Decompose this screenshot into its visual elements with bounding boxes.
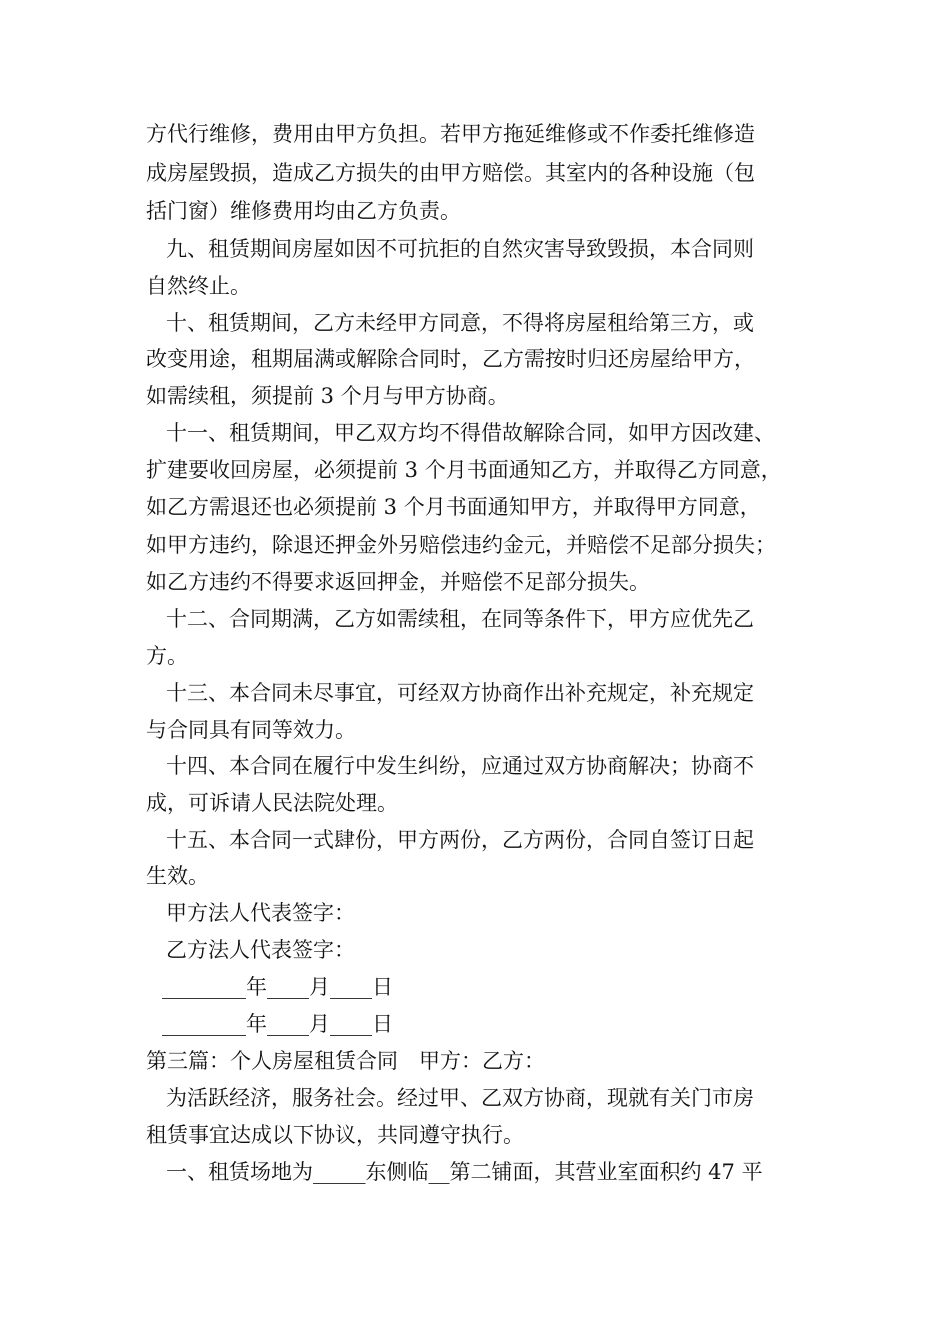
clause-13: 十三、本合同未尽事宜，可经双方协商作出补充规定，补充规定: [166, 681, 754, 705]
text-line: 如需续租，须提前 3 个月与甲方协商。: [146, 384, 509, 408]
text-line: 方。: [146, 644, 188, 668]
clause-15: 十五、本合同一式肆份，甲方两份，乙方两份，合同自签订日起: [166, 828, 754, 852]
clause-12: 十二、合同期满，乙方如需续租，在同等条件下，甲方应优先乙: [166, 607, 754, 631]
date-line: ________年____月____日: [162, 1012, 393, 1036]
text-line: 成房屋毁损，造成乙方损失的由甲方赔偿。其室内的各种设施（包: [146, 161, 755, 185]
clause-14: 十四、本合同在履行中发生纠纷，应通过双方协商解决；协商不: [166, 754, 754, 778]
text-line: 成，可诉请人民法院处理。: [146, 791, 398, 815]
text-line: 租赁事宜达成以下协议，共同遵守执行。: [146, 1123, 524, 1147]
date-line: ________年____月____日: [162, 975, 393, 999]
text-line: 改变用途，租期届满或解除合同时，乙方需按时归还房屋给甲方，: [146, 347, 755, 371]
text-line: 扩建要收回房屋，必须提前 3 个月书面通知乙方，并取得乙方同意，: [146, 458, 782, 482]
party-a-signature-label: 甲方法人代表签字：: [166, 901, 355, 925]
text-line: 生效。: [146, 864, 209, 888]
text-line: 如甲方违约，除退还押金外另赔偿违约金元，并赔偿不足部分损失；: [146, 533, 776, 557]
text-line: 括门窗）维修费用均由乙方负责。: [146, 199, 461, 223]
clause-11: 十一、租赁期间，甲乙双方均不得借故解除合同，如甲方因改建、: [166, 421, 775, 445]
text-line: 与合同具有同等效力。: [146, 718, 356, 742]
party-b-signature-label: 乙方法人代表签字：: [166, 938, 355, 962]
section-heading: 第三篇：个人房屋租赁合同 甲方：乙方：: [146, 1049, 545, 1073]
text-line: 方代行维修，费用由甲方负担。若甲方拖延维修或不作委托维修造: [146, 122, 755, 146]
clause-1: 一、租赁场地为_____东侧临__第二铺面，其营业室面积约 47 平: [166, 1160, 763, 1184]
text-line: 为活跃经济，服务社会。经过甲、乙双方协商，现就有关门市房: [166, 1086, 754, 1110]
clause-9: 九、租赁期间房屋如因不可抗拒的自然灾害导致毁损，本合同则: [166, 237, 754, 261]
text-line: 自然终止。: [146, 274, 251, 298]
text-line: 如乙方违约不得要求返回押金，并赔偿不足部分损失。: [146, 570, 650, 594]
text-line: 如乙方需退还也必须提前 3 个月书面通知甲方，并取得甲方同意，: [146, 495, 761, 519]
clause-10: 十、租赁期间，乙方未经甲方同意，不得将房屋租给第三方，或: [166, 311, 754, 335]
